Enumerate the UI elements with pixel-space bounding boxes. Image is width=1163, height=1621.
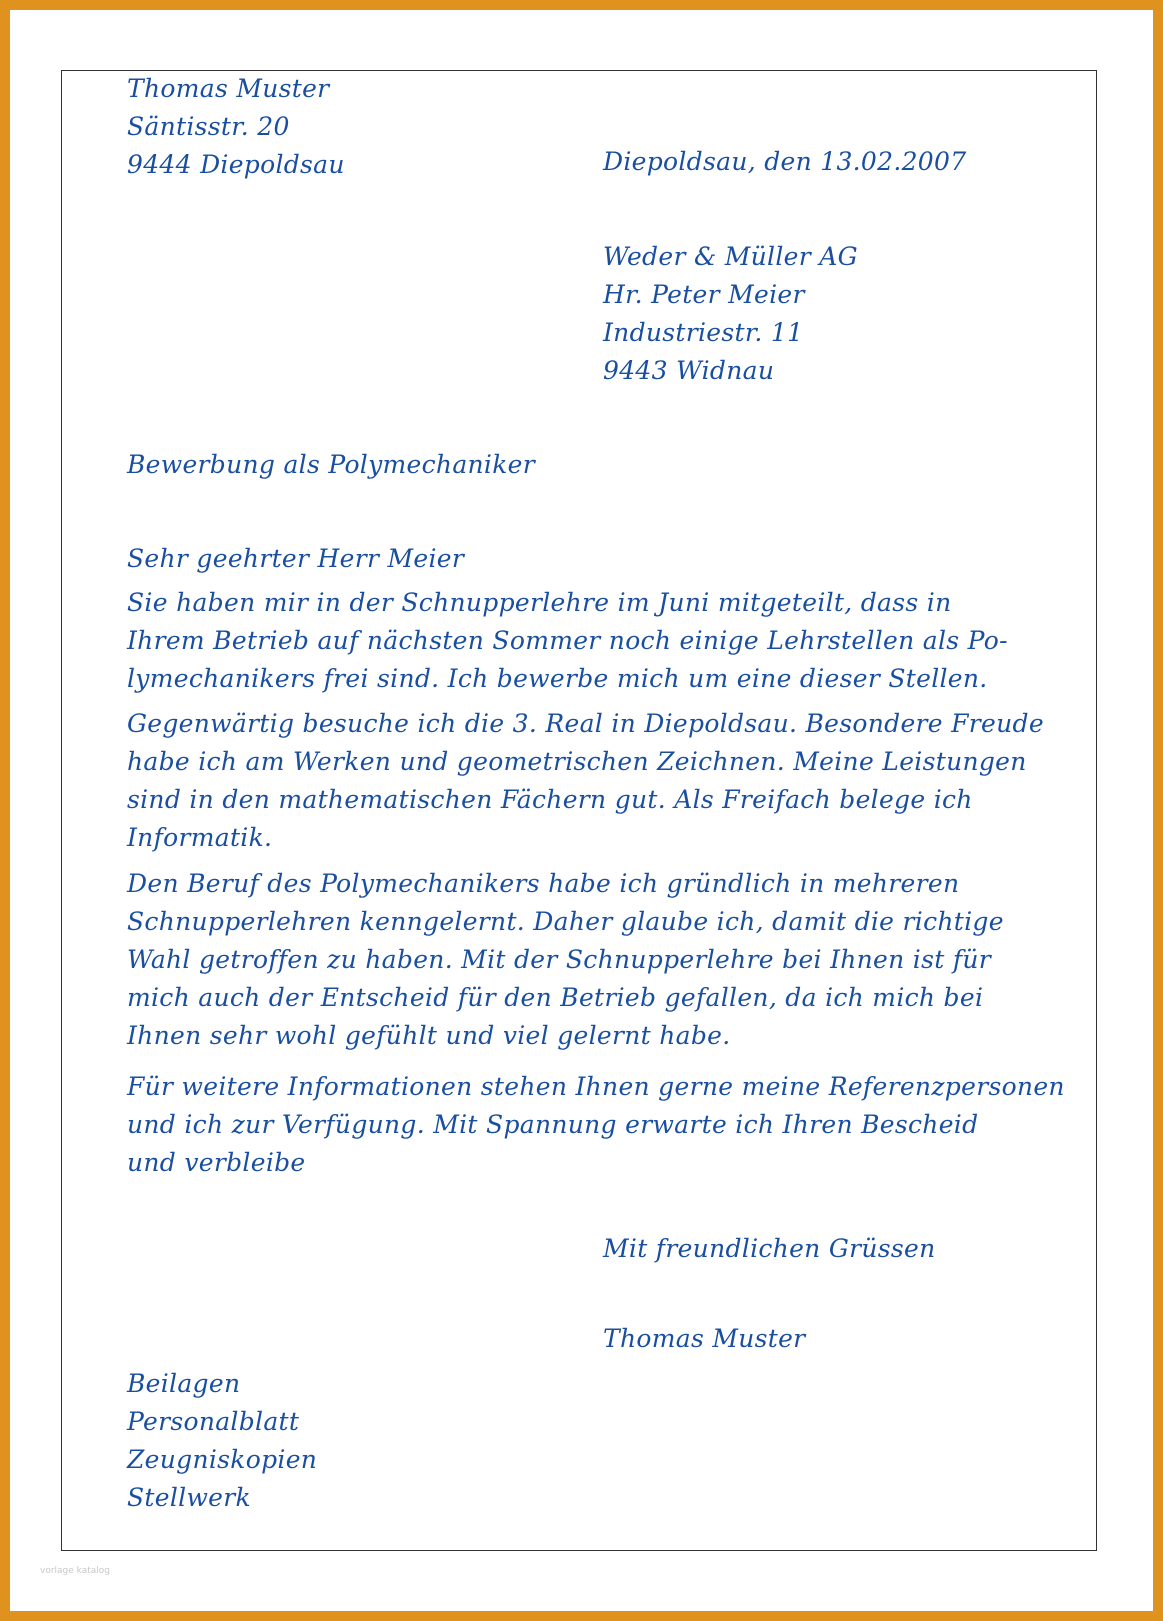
body-line: Für weitere Informationen stehen Ihnen gerne meine Referenzpersonen [127, 1072, 1065, 1101]
closing-phrase: Mit freundlichen Grüssen [603, 1234, 936, 1263]
closing-block [603, 1230, 936, 1268]
subject-line: Bewerbung als Polymechaniker [127, 450, 536, 479]
signature-name: Thomas Muster [603, 1324, 806, 1353]
body-line: Informatik. [127, 823, 273, 852]
body-line: Ihrem Betrieb auf nächsten Sommer noch einige Lehrstellen als Po- [127, 626, 1008, 655]
recipient-city: 9443 Widnau [603, 356, 775, 385]
body-paragraph-2 [127, 705, 1044, 857]
enclosure-item: Stellwerk [127, 1483, 251, 1512]
body-paragraph-4 [127, 1068, 1065, 1182]
salutation: Sehr geehrter Herr Meier [127, 544, 465, 573]
body-line: lymechanikers frei sind. Ich bewerbe mich um eine dieser Stellen. [127, 664, 988, 693]
body-line: Ihnen sehr wohl gefühlt und viel gelernt habe. [127, 1021, 731, 1050]
body-line: mich auch der Entscheid für den Betrieb gefallen, da ich mich bei [127, 983, 984, 1012]
recipient-company: Weder & Müller AG [603, 242, 858, 271]
letter-date-block [603, 143, 966, 181]
salutation-block [127, 540, 464, 578]
body-line: Sie haben mir in der Schnupperlehre im Juni mitgeteilt, dass in [127, 588, 952, 617]
enclosures-heading: Beilagen [127, 1369, 241, 1398]
body-line: Wahl getroffen zu haben. Mit der Schnupperlehre bei Ihnen ist für [127, 945, 992, 974]
recipient-address [603, 238, 858, 390]
sender-name: Thomas Muster [127, 74, 330, 103]
body-paragraph-1 [127, 584, 1008, 698]
watermark-text: vorlage katalog [40, 1566, 110, 1576]
enclosure-item: Zeugniskopien [127, 1445, 318, 1474]
body-line: und verbleibe [127, 1148, 306, 1177]
letter-date: Diepoldsau, den 13.02.2007 [603, 147, 967, 176]
enclosure-item: Personalblatt [127, 1407, 300, 1436]
sender-address [127, 70, 345, 184]
recipient-contact: Hr. Peter Meier [603, 280, 805, 309]
body-line: habe ich am Werken und geometrischen Zeichnen. Meine Leistungen [127, 747, 1027, 776]
body-line: Gegenwärtig besuche ich die 3. Real in Diepoldsau. Besondere Freude [127, 709, 1044, 738]
recipient-street: Industriestr. 11 [603, 318, 804, 347]
body-paragraph-3 [127, 865, 1004, 1055]
sender-city: 9444 Diepoldsau [127, 150, 345, 179]
signature-block [603, 1320, 805, 1358]
body-line: Schnupperlehren kenngelernt. Daher glaube ich, damit die richtige [127, 907, 1004, 936]
body-line: Den Beruf des Polymechanikers habe ich gründlich in mehreren [127, 869, 960, 898]
sender-street: Säntisstr. 20 [127, 112, 290, 141]
body-line: und ich zur Verfügung. Mit Spannung erwarte ich Ihren Bescheid [127, 1110, 979, 1139]
body-line: sind in den mathematischen Fächern gut. Als Freifach belege ich [127, 785, 973, 814]
subject-block [127, 446, 535, 484]
enclosures-list [127, 1365, 317, 1517]
